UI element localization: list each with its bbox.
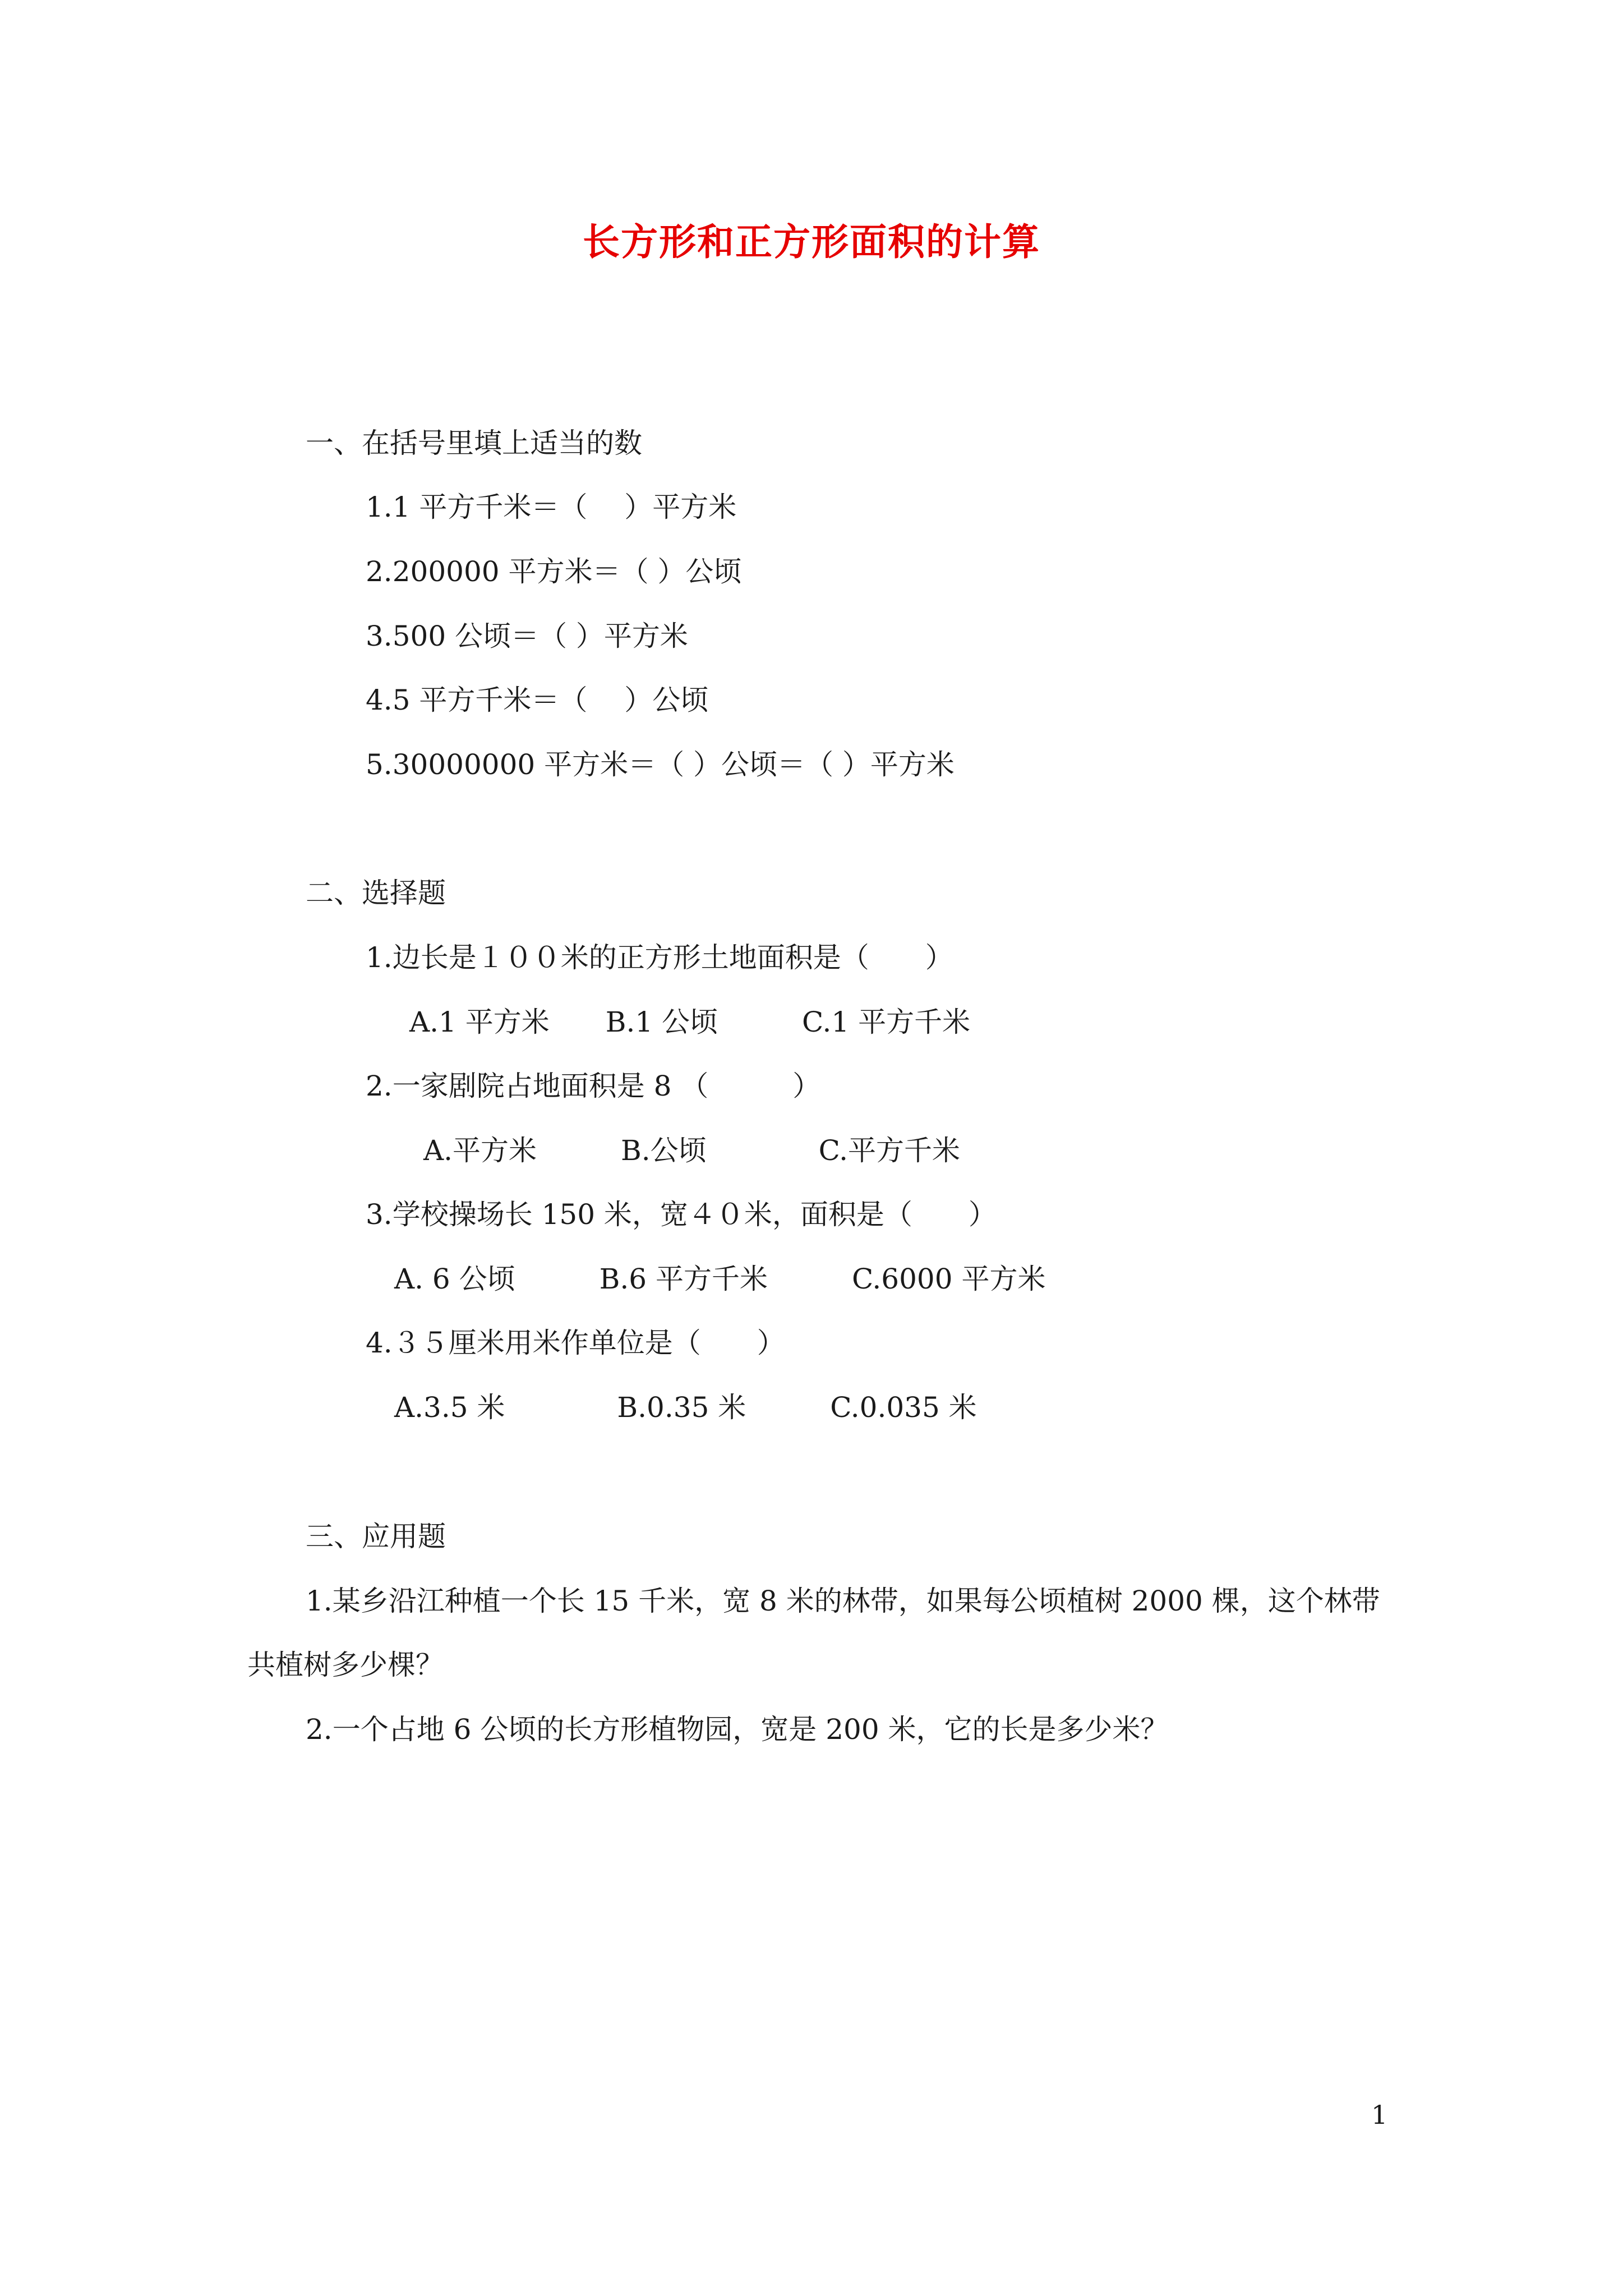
application-problem-continued: 共植树多少棵？ — [247, 1649, 444, 1681]
section-1-heading: 一、在括号里填上适当的数 — [306, 427, 642, 459]
fill-item: 3.500 公顷＝（ ）平方米 — [366, 620, 688, 652]
choice-question-stem: 3.学校操场长 150 米，宽４０米，面积是（ ） — [366, 1198, 997, 1231]
choice-question-stem: 2.一家剧院占地面积是 8 （ ） — [366, 1070, 821, 1102]
choice-question-stem: 4.３５厘米用米作单位是（ ） — [366, 1327, 785, 1359]
fill-item: 4.5 平方千米＝（ ）公顷 — [366, 684, 709, 716]
application-problem: 1.某乡沿江种植一个长 15 千米，宽 8 米的林带，如果每公顷植树 2000 棵，这个林带 — [306, 1585, 1380, 1617]
page-number: 1 — [1371, 2100, 1388, 2130]
fill-item: 5.30000000 平方米＝（ ）公顷＝（ ）平方米 — [366, 748, 955, 781]
choice-question-stem: 1.边长是１００米的正方形土地面积是（ ） — [366, 941, 953, 974]
fill-item: 2.200000 平方米＝（ ）公顷 — [366, 555, 742, 588]
choice-options: A.3.5 米 B.0.35 米 C.0.035 米 — [394, 1391, 977, 1424]
choice-options: A.平方米 B.公顷 C.平方千米 — [423, 1134, 961, 1167]
section-3-heading: 三、应用题 — [306, 1520, 446, 1553]
choice-options: A. 6 公顷 B.6 平方千米 C.6000 平方米 — [394, 1263, 1046, 1295]
document-title: 长方形和正方形面积的计算 — [583, 220, 1040, 264]
section-2-heading: 二、选择题 — [306, 877, 446, 909]
choice-options: A.1 平方米 B.1 公顷 C.1 平方千米 — [409, 1006, 971, 1038]
fill-item: 1.1 平方千米＝（ ）平方米 — [366, 491, 737, 523]
application-problem: 2.一个占地 6 公顷的长方形植物园，宽是 200 米，它的长是多少米？ — [306, 1713, 1169, 1746]
